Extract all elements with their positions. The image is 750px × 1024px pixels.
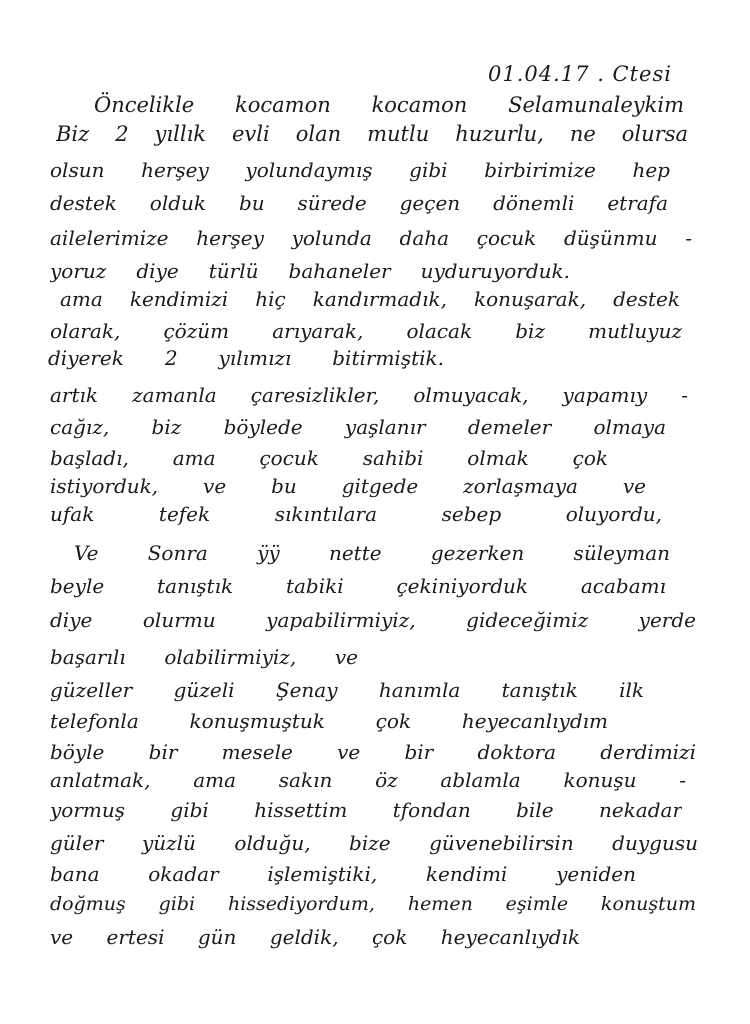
letter-line: olarak, çözüm arıyarak, olacak biz mutluyuz: [50, 319, 682, 343]
letter-line: bana okadar işlemiştiki, kendimi yeniden: [50, 862, 636, 886]
letter-line: anlatmak, ama sakın öz ablamla konuşu -: [50, 768, 686, 792]
letter-line: istiyorduk, ve bu gitgede zorlaşmaya ve: [50, 474, 646, 498]
letter-date: 01.04.17 . Ctesi: [488, 62, 672, 86]
letter-line: ufak tefek sıkıntılara sebep oluyordu,: [50, 502, 662, 526]
letter-line: beyle tanıştık tabiki çekiniyorduk acabamı: [50, 574, 666, 598]
letter-line: yoruz diye türlü bahaneler uyduruyorduk.: [50, 259, 570, 283]
letter-line: artık zamanla çaresizlikler, olmuyacak, yapamıy -: [50, 383, 688, 407]
letter-line: telefonla konuşmuştuk çok heyecanlıydım: [50, 709, 608, 733]
letter-line: destek olduk bu sürede geçen dönemli etrafa: [50, 191, 668, 215]
letter-line: cağız, biz böylede yaşlanır demeler olmaya: [50, 415, 666, 439]
letter-line: diyerek 2 yılımızı bitirmiştik.: [48, 346, 444, 370]
letter-line: güzeller güzeli Şenay hanımla tanıştık ilk: [50, 678, 644, 702]
letter-line: böyle bir mesele ve bir doktora derdimizi: [50, 740, 696, 764]
letter-line: Ve Sonra ÿÿ nette gezerken süleyman: [74, 541, 670, 565]
letter-line: güler yüzlü olduğu, bize güvenebilirsin duygusu: [50, 831, 698, 855]
letter-line: başladı, ama çocuk sahibi olmak çok: [50, 446, 608, 470]
letter-line: diye olurmu yapabilirmiyiz, gideceğimiz yerde: [50, 608, 696, 632]
letter-line: ama kendimizi hiç kandırmadık, konuşarak, destek: [60, 287, 680, 311]
letter-line: Biz 2 yıllık evli olan mutlu huzurlu, ne olursa: [56, 122, 688, 146]
letter-line: doğmuş gibi hissediyordum, hemen eşimle konuştum: [50, 893, 696, 915]
letter-line: ve ertesi gün geldik, çok heyecanlıydık: [50, 925, 580, 949]
letter-line: Öncelikle kocamon kocamon Selamunaleykim: [94, 93, 684, 117]
letter-line: yormuş gibi hissettim tfondan bile nekadar: [50, 798, 682, 822]
letter-line: başarılı olabilirmiyiz, ve: [50, 645, 358, 669]
letter-line: ailelerimize herşey yolunda daha çocuk düşünmu -: [50, 226, 692, 250]
letter-line: olsun herşey yolundaymış gibi birbirimize hep: [50, 158, 670, 182]
